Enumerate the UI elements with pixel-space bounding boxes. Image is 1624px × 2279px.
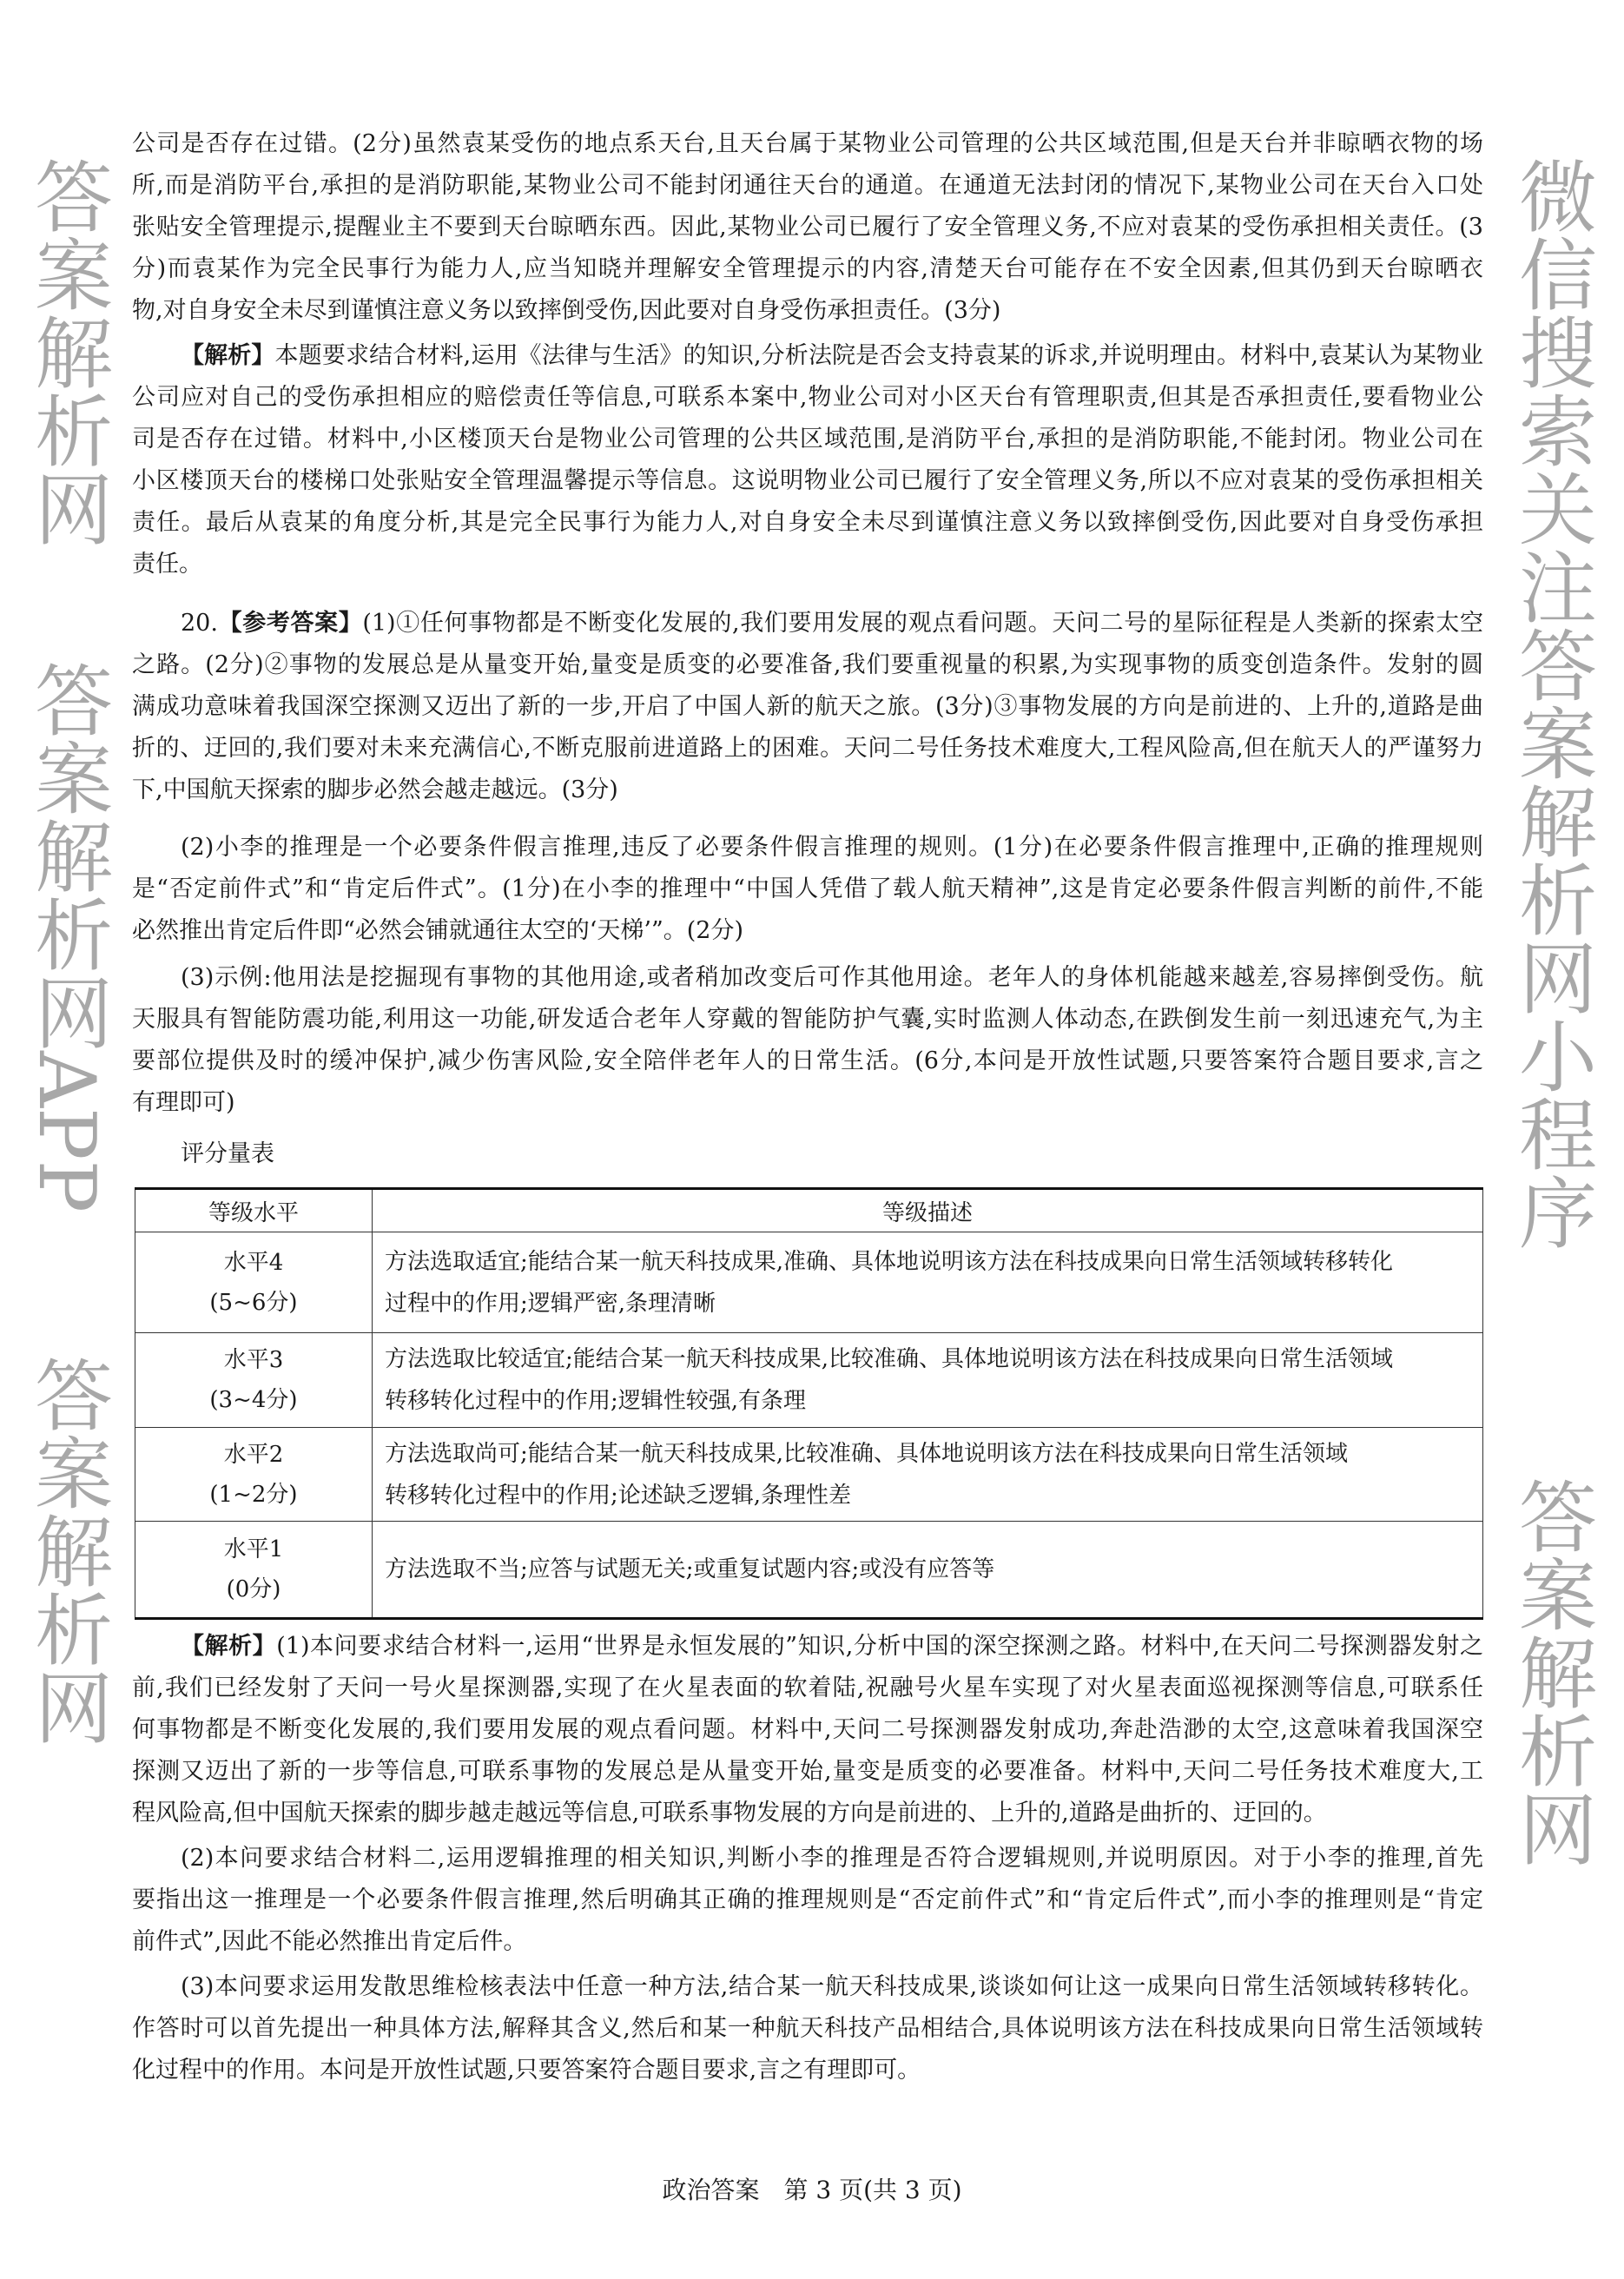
answer-19-continuation — [132, 123, 1483, 332]
rubric-row — [135, 1428, 1483, 1522]
level-name: 水平2 — [223, 1441, 284, 1468]
watermark: 微信搜索关注答案解析网小程序 — [1505, 156, 1596, 1251]
answer-20-part2 — [132, 827, 1483, 952]
text-line — [132, 957, 1483, 999]
watermark: 答案解析网APP — [21, 660, 112, 1213]
analysis-19 — [132, 335, 1483, 585]
section-tag: 【解析】 — [181, 342, 275, 369]
text-line — [132, 502, 1483, 544]
line-text: 公司应对自己的受伤承担相应的赔偿责任等信息,可联系本案中,物业公司对小区天台有管理职责,但其是否承担责任,要看物业公 — [132, 384, 1483, 411]
rubric-table — [135, 1187, 1483, 1620]
text-line — [132, 1751, 1483, 1793]
text-line — [132, 869, 1483, 910]
rubric-title-wrap — [132, 1133, 1483, 1175]
description-line: 转移转化过程中的作用;逻辑性较强,有条理 — [385, 1388, 807, 1414]
line-text: 之路。(2分)②事物的发展总是从量变开始,量变是质变的必要准备,我们要重视量的积累,为实现事物的质变创造条件。发射的圆 — [132, 651, 1483, 678]
line-text: 折的、迂回的,我们要对未来充满信心,不断克服前进道路上的困难。天问二号任务技术难度大,工程风险高,但在航天人的严谨努力 — [132, 735, 1483, 762]
text-line — [132, 1082, 1483, 1124]
analysis-20-part2 — [132, 1838, 1483, 1963]
line-text: 前件式”,因此不能必然推出肯定后件。 — [132, 1928, 527, 1955]
level-name: 水平3 — [223, 1347, 284, 1373]
text-line — [132, 728, 1483, 770]
line-text: 必然推出肯定后件即“必然会铺就通往太空的‘天梯’”。(2分) — [132, 917, 744, 944]
text-line — [132, 460, 1483, 502]
description-line: 方法选取比较适宜;能结合某一航天科技成果,比较准确、具体地说明该方法在科技成果向日常生活领域 — [385, 1346, 1394, 1372]
line-text: 物,对自身安全未尽到谨慎注意义务以致摔倒受伤,因此要对自身受伤承担责任。(3分) — [132, 297, 1001, 324]
line-text: (3)示例:他用法是挖掘现有事物的其他用途,或者稍加改变后可作其他用途。老年人的身体机能越来越差,容易摔倒受伤。航 — [181, 964, 1483, 991]
line-text: 下,中国航天探索的脚步必然会越走越远。(3分) — [132, 776, 618, 803]
rubric-row — [135, 1333, 1483, 1428]
line-text: (1)①任何事物都是不断变化发展的,我们要用发展的观点看问题。天问二号的星际征程是人类新的探索太空 — [362, 610, 1483, 637]
text-line — [132, 544, 1483, 585]
text-line — [132, 165, 1483, 207]
description-cell — [373, 1522, 1483, 1619]
line-text: 张贴安全管理提示,提醒业主不要到天台晾晒东西。因此,某物业公司已履行了安全管理义务,不应对袁某的受伤承担相关责任。(3 — [132, 214, 1483, 241]
section-tag: 【参考答案】 — [217, 610, 363, 637]
text-line — [132, 419, 1483, 460]
line-text: 司是否存在过错。材料中,小区楼顶天台是物业公司管理的公共区域范围,是消防平台,承担的是消防职能,不能封闭。物业公司在 — [132, 426, 1483, 452]
text-line — [132, 770, 1483, 811]
text-line — [132, 1709, 1483, 1751]
section-tag: 【解析】 — [181, 1633, 277, 1660]
line-text: 天服具有智能防震功能,利用这一功能,研发适合老年人穿戴的智能防护气囊,实时监测人体动态,在跌倒发生前一刻迅速充气,为主 — [132, 1006, 1483, 1033]
text-line — [132, 1879, 1483, 1921]
watermark: 答案解析网 — [1505, 1476, 1596, 1867]
page-footer: 政治答案 第 3 页(共 3 页) — [662, 2176, 962, 2204]
text-line — [132, 603, 1483, 644]
text-line — [132, 1040, 1483, 1082]
level-score: (0分) — [226, 1576, 281, 1602]
level-name: 水平4 — [223, 1249, 284, 1276]
text-line — [132, 290, 1483, 332]
description-line: 方法选取适宜;能结合某一航天科技成果,准确、具体地说明该方法在科技成果向日常生活领域转移转化 — [385, 1248, 1394, 1275]
line-text: (2)小李的推理是一个必要条件假言推理,违反了必要条件假言推理的规则。(1分)在必要条件假言推理中,正确的推理规则 — [181, 834, 1483, 861]
watermark: 答案解析网 — [21, 156, 112, 547]
text-line — [132, 2008, 1483, 2050]
level-score: (1~2分) — [209, 1481, 298, 1508]
rubric-row — [135, 1522, 1483, 1619]
line-text: 前,我们已经发射了天问一号火星探测器,实现了在火星表面的软着陆,祝融号火星车实现了对火星表面巡视探测等信息,可联系任 — [132, 1675, 1483, 1701]
text-line — [132, 2050, 1483, 2091]
line-text: 小区楼顶天台的楼梯口处张贴安全管理温馨提示等信息。这说明物业公司已履行了安全管理义务,所以不应对袁某的受伤承担相关 — [132, 467, 1483, 494]
text-line — [132, 1793, 1483, 1834]
line-text: (2)本问要求结合材料二,运用逻辑推理的相关知识,判断小李的推理是否符合逻辑规则,并说明原因。对于小李的推理,首先 — [181, 1845, 1483, 1872]
text-line — [132, 335, 1483, 377]
line-text: 责任。最后从袁某的角度分析,其是完全民事行为能力人,对自身安全未尽到谨慎注意义务以致摔倒受伤,因此要对自身受伤承担 — [132, 509, 1483, 536]
text-line — [132, 686, 1483, 728]
text-line — [132, 827, 1483, 869]
rubric-header-row — [135, 1189, 1483, 1232]
description-cell — [373, 1232, 1483, 1333]
description-cell — [373, 1333, 1483, 1428]
description-line: 方法选取尚可;能结合某一航天科技成果,比较准确、具体地说明该方法在科技成果向日常生活领域 — [385, 1440, 1349, 1467]
level-cell — [135, 1232, 373, 1333]
text-line — [132, 1626, 1483, 1668]
level-cell — [135, 1428, 373, 1522]
line-text: (3)本问要求运用发散思维检核表法中任意一种方法,结合某一航天科技成果,谈谈如何让这一成果向日常生活领域转移转化。 — [181, 1973, 1483, 2000]
text-line — [132, 644, 1483, 686]
analysis-20-part1 — [132, 1626, 1483, 1834]
description-line: 转移转化过程中的作用;论述缺乏逻辑,条理性差 — [385, 1482, 852, 1509]
line-text: 程风险高,但中国航天探索的脚步越走越远等信息,可联系事物发展的方向是前进的、上升的,道路是曲折的、迂回的。 — [132, 1800, 1327, 1827]
line-text: 是“否定前件式”和“肯定后件式”。(1分)在小李的推理中“中国人凭借了载人航天精神”,这是肯定必要条件假言判断的前件,不能 — [132, 875, 1483, 902]
watermark: 答案解析网 — [21, 1355, 112, 1746]
line-text: 何事物都是不断变化发展的,我们要用发展的观点看问题。材料中,天问二号探测器发射成功,奔赴浩渺的太空,这意味着我国深空 — [132, 1716, 1483, 1743]
line-text: 分)而袁某作为完全民事行为能力人,应当知晓并理解安全管理提示的内容,清楚天台可能存在不安全因素,但其仍到天台晾晒衣 — [132, 255, 1483, 282]
line-text: 作答时可以首先提出一种具体方法,解释其含义,然后和某一种航天科技产品相结合,具体说明该方法在科技成果向日常生活领域转 — [132, 2015, 1483, 2042]
text-line — [132, 910, 1483, 952]
header-description: 等级描述 — [373, 1189, 1483, 1232]
description-cell — [373, 1428, 1483, 1522]
line-text: 满成功意味着我国深空探测又迈出了新的一步,开启了中国人新的航天之旅。(3分)③事物发展的方向是前进的、上升的,道路是曲 — [132, 693, 1483, 720]
text-line — [132, 377, 1483, 419]
line-text: 有理即可) — [132, 1089, 235, 1116]
text-line — [132, 1838, 1483, 1879]
line-text: (1)本问要求结合材料一,运用“世界是永恒发展的”知识,分析中国的深空探测之路。材料中,在天问二号探测器发射之 — [276, 1633, 1483, 1660]
text-line — [132, 1966, 1483, 2008]
text-line — [132, 207, 1483, 248]
line-text: 化过程中的作用。本问是开放性试题,只要答案符合题目要求,言之有理即可。 — [132, 2057, 921, 2084]
rubric-title: 评分量表 — [181, 1140, 274, 1167]
line-text: 探测又迈出了新的一步等信息,可联系事物的发展总是从量变开始,量变是质变的必要准备。材料中,天问二号任务技术难度大,工 — [132, 1758, 1483, 1785]
level-cell — [135, 1522, 373, 1619]
line-text: 要指出这一推理是一个必要条件假言推理,然后明确其正确的推理规则是“否定前件式”和“肯定后件式”,而小李的推理则是“肯定 — [132, 1886, 1483, 1913]
line-text: 本题要求结合材料,运用《法律与生活》的知识,分析法院是否会支持袁某的诉求,并说明理由。材料中,袁某认为某物业 — [274, 342, 1483, 369]
level-score: (3~4分) — [209, 1387, 298, 1413]
line-text: 所,而是消防平台,承担的是消防职能,某物业公司不能封闭通往天台的通道。在通道无法封闭的情况下,某物业公司在天台入口处 — [132, 172, 1483, 199]
description-line: 方法选取不当;应答与试题无关;或重复试题内容;或没有应答等 — [385, 1556, 995, 1582]
line-text: 责任。 — [132, 551, 202, 578]
text-line — [132, 248, 1483, 290]
description-line: 过程中的作用;逻辑严密,条理清晰 — [385, 1290, 716, 1317]
text-line — [132, 1921, 1483, 1963]
rubric-row — [135, 1232, 1483, 1333]
header-level: 等级水平 — [135, 1189, 373, 1232]
text-line — [132, 1668, 1483, 1709]
analysis-20-part3 — [132, 1966, 1483, 2091]
level-cell — [135, 1333, 373, 1428]
answer-20-part1 — [132, 603, 1483, 811]
text-line — [132, 999, 1483, 1040]
question-number: 20. — [181, 610, 218, 637]
level-score: (5~6分) — [209, 1289, 298, 1316]
answer-20-part3 — [132, 957, 1483, 1124]
line-text: 公司是否存在过错。(2分)虽然袁某受伤的地点系天台,且天台属于某物业公司管理的公共区域范围,但是天台并非晾晒衣物的场 — [132, 130, 1483, 157]
level-name: 水平1 — [223, 1536, 284, 1562]
text-line — [132, 123, 1483, 165]
line-text: 要部位提供及时的缓冲保护,减少伤害风险,安全陪伴老年人的日常生活。(6分,本问是开放性试题,只要答案符合题目要求,言之 — [132, 1047, 1483, 1074]
